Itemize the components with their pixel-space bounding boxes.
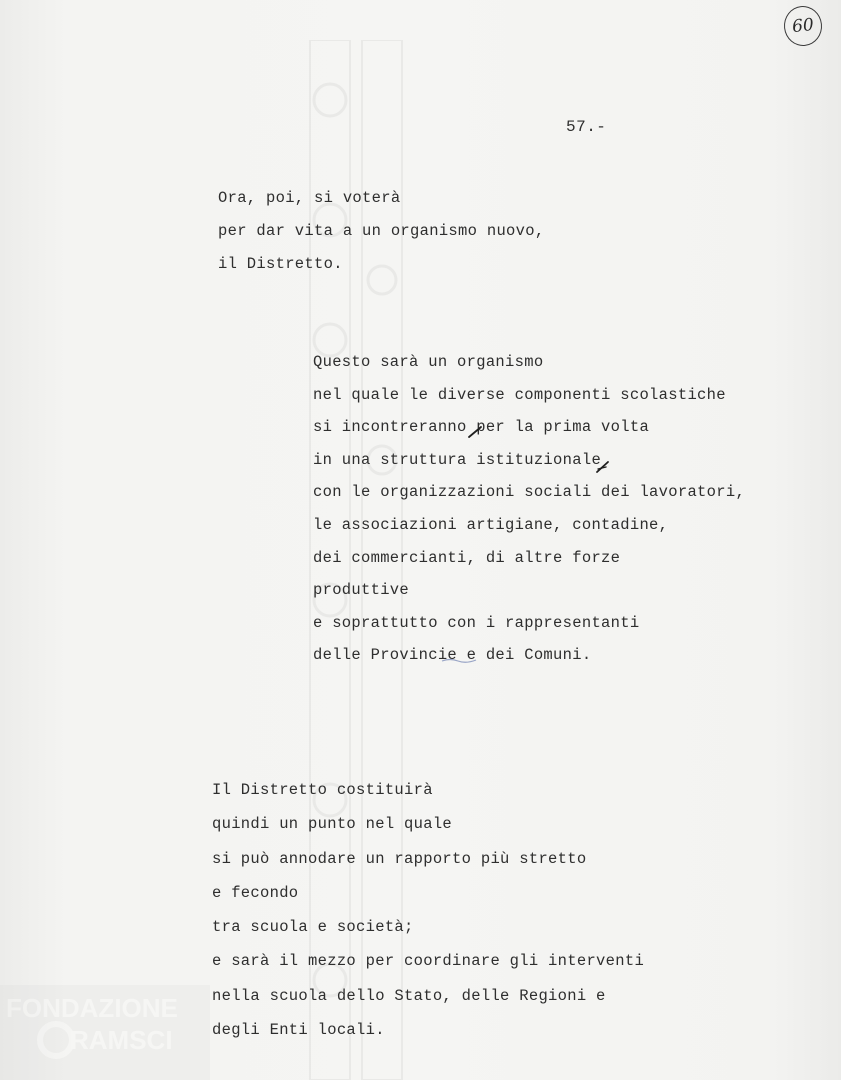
text-line: il Distretto. [218, 255, 343, 273]
text-line: per dar vita a un organismo nuovo, [218, 222, 545, 240]
text-line: delle Provincie e dei Comuni. [313, 646, 592, 665]
text-line: si incontreranno per la prima volta [313, 418, 650, 437]
text-line: nel quale le diverse componenti scolastiche [313, 385, 726, 404]
text-line: si può annodare un rapporto più stretto [212, 849, 587, 868]
handwritten-page-mark [782, 4, 824, 48]
text-line: le associazioni artigiane, contadine, [313, 515, 669, 534]
svg-text:RAMSCI: RAMSCI [70, 1025, 173, 1055]
text-line: tra scuola e società; [212, 918, 414, 937]
text-line: con le organizzazioni sociali dei lavoratori, [313, 483, 746, 502]
text-line: Questo sarà un organismo [313, 353, 544, 371]
text-line: nella scuola dello Stato, delle Regioni e [212, 986, 606, 1005]
section-conclusion [212, 780, 644, 1054]
text-line: Ora, poi, si voterà [218, 189, 401, 207]
svg-text:FONDAZIONE: FONDAZIONE [6, 993, 178, 1023]
handwritten-page-mark-text: 60 [791, 14, 815, 38]
text-line: degli Enti locali. [212, 1021, 385, 1040]
foundation-logo-watermark [0, 985, 210, 1080]
text-line: e soprattutto con i rappresentanti [313, 613, 640, 632]
text-line: Il Distretto costituirà [212, 781, 433, 799]
text-line: in una struttura istituzionale [313, 450, 602, 469]
text-line: e sarà il mezzo per coordinare gli interventi [212, 952, 645, 971]
page-number: 57.- [566, 118, 607, 136]
text-line: dei commercianti, di altre forze [313, 548, 621, 567]
text-line: produttive [313, 581, 410, 600]
section-indented [313, 352, 745, 678]
text-line: quindi un punto nel quale [212, 815, 453, 834]
ink-correction-mark [440, 652, 478, 668]
text-line: e fecondo [212, 883, 299, 902]
section-intro [218, 188, 544, 287]
